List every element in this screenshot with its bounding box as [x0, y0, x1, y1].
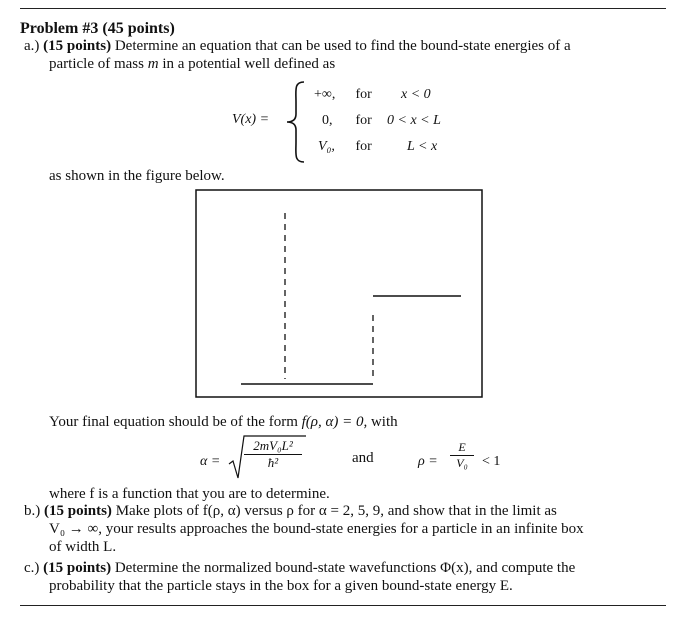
part-b-marker: b.): [24, 503, 41, 519]
final-form-pre: Your final equation should be of the form: [49, 414, 298, 430]
part-c-line1: [24, 560, 575, 577]
part-a-text-1: Determine an equation that can be used to find the bound-state energies of a: [114, 38, 571, 54]
alpha-lhs: α =: [200, 454, 221, 469]
case-1-value: +∞,: [314, 87, 336, 102]
part-a-line1: [24, 38, 571, 55]
case-2-condition: 0 < x < L: [387, 113, 441, 128]
part-b-line1: [24, 503, 557, 520]
as-shown-text: as shown in the figure below.: [49, 168, 225, 184]
part-c-text-1: Determine the normalized bound-state wavefunctions Φ(x), and compute the: [114, 560, 576, 576]
left-brace-icon: [284, 80, 308, 164]
final-form-expr: f(ρ, α) = 0,: [301, 414, 368, 430]
case-row-1: [314, 86, 431, 103]
potential-label: V(x) =: [232, 112, 270, 127]
part-a-marker: a.): [24, 38, 40, 54]
problem-title: Problem #3 (45 points): [20, 20, 175, 37]
rho-lhs: ρ =: [418, 454, 438, 469]
part-b-text-1: Make plots of f(ρ, α) versus ρ for α = 2, 5, 9, and show that in the limit as: [115, 503, 557, 519]
where-line: where f is a function that you are to determine.: [49, 486, 330, 502]
part-a-text-2-post: in a potential well defined as: [162, 56, 336, 72]
case-3-word: for: [355, 139, 372, 154]
rho-denominator: V₀: [456, 456, 468, 470]
case-3-condition: L < x: [407, 139, 438, 154]
case-2-word: for: [355, 113, 372, 128]
case-row-2: [322, 112, 441, 129]
part-a-text-2-pre: particle of mass: [49, 56, 144, 72]
top-rule: [20, 8, 666, 9]
part-b-line3: of width L.: [49, 539, 117, 555]
part-b-points: (15 points): [44, 503, 112, 519]
case-1-word: for: [355, 87, 372, 102]
alpha-denominator: ħ²: [267, 455, 279, 470]
part-c-marker: c.): [24, 560, 40, 576]
case-3-value: V₀,: [318, 139, 335, 154]
case-row-3: [318, 138, 437, 155]
part-c-line2: probability that the particle stays in the box for a given bound-state energy E.: [49, 578, 513, 594]
final-form-post: with: [370, 414, 398, 430]
part-a-line2: [49, 56, 335, 73]
rho-fraction: [450, 440, 474, 471]
case-1-condition: x < 0: [401, 87, 431, 102]
final-form-line: [49, 414, 398, 431]
case-2-value: 0,: [322, 113, 333, 128]
part-b-line2: V₀ → ∞, your results approaches the bound-state energies for a particle in an infinite box: [49, 521, 584, 537]
alpha-numerator: 2mV₀L²: [244, 438, 302, 455]
bottom-rule: [20, 605, 666, 606]
alpha-fraction: [244, 438, 302, 471]
figure-frame: [196, 190, 482, 397]
mass-symbol: m: [147, 56, 159, 72]
part-a-points: (15 points): [43, 38, 112, 54]
part-c-points: (15 points): [43, 560, 112, 576]
potential-well-figure: [195, 189, 485, 399]
rho-rhs: < 1: [482, 454, 501, 469]
and-word: and: [352, 450, 374, 466]
rho-numerator: E: [450, 440, 474, 456]
